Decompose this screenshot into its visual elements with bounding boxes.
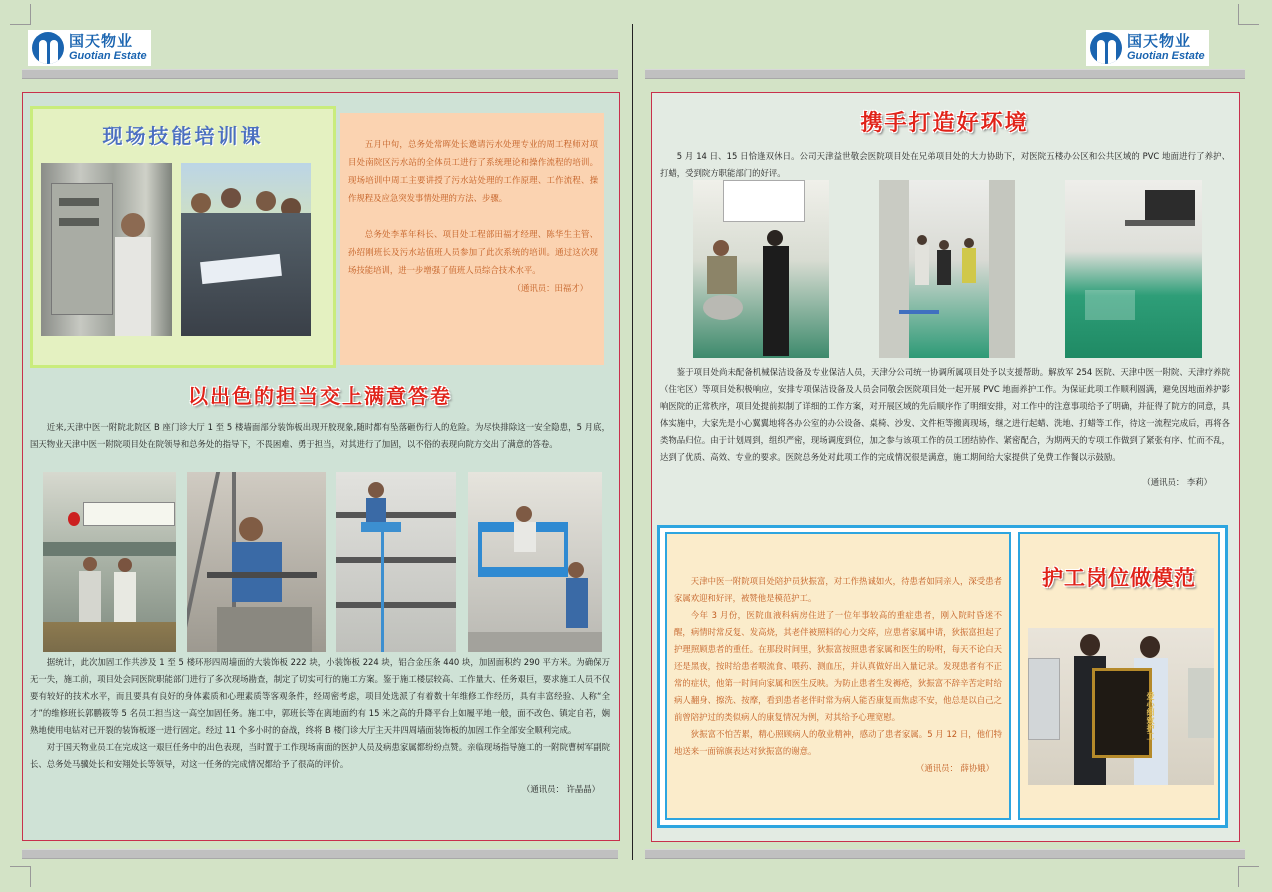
nurse-paragraph-2: 今年 3 月份，医院血液科病房住进了一位年事较高的重症患者，刚入院时昏迷不醒，病情时常反复、发高烧，其老伴被照料的心力交瘁，应患者家属申请，狄振富担起了护理照顾患者的重任。在那段时间里，狄振富按照患者家属和医生的吩咐，每天不论白天还是黑夜，按时给患者喂流食、喂药、测血压，并认真做好出入量记录。发现患者有不正常的症状，他第一时间向家属和医生反映。为防止患者生发褥疮，狄振富不辞辛苦定时给病人翻身、擦洗、按摩，看到患者老伴时常为病人能否康复而焦虑不安，他总是以自己之前曾陪护过的类似病人的康复情况为例，对其给予心理宽慰。 [674,610,1002,722]
page-divider [632,24,633,860]
article-photo-4 [468,472,602,652]
logo-en-text: Guotian Estate [1127,50,1205,62]
env-paragraph-1: 5 月 14 日、15 日恰逢双休日。公司天津益世敬会医院项目处在兄弟项目处的大力协助下，对医院五楼办公区和公共区域的 PVC 地面进行了养护、打蜡，受到院方职能部门的好评。 [660,151,1230,178]
header-bar-right [645,69,1245,79]
env-intro [660,148,1230,182]
article-photo-3 [336,472,456,652]
header-bar-left [22,69,618,79]
crop-mark-bottom-right [1238,866,1259,887]
article-title: 以出色的担当交上满意答卷 [188,384,452,408]
training-text-box [340,113,604,365]
article-photo-1 [43,472,176,652]
training-credit: （通讯员：田福才） [512,283,588,293]
logo-cn-text: 国天物业 [1127,32,1192,50]
training-title: 现场技能培训课 [102,124,264,148]
article-paragraph-2: 据统计，此次加固工作共涉及 1 至 5 楼环形四周墙面的大装饰板 222 块，小装饰板 224 块，铝合金压条 440 块，加固面积约 290 平方米。为确保万无一失，施工前，项目处会同医院职能部门进行了多次现场勘查，制定了切实可行的施工方案。鉴于施工楼层较高、工作量大、任务艰巨，要求施工人员不仅要有较好的技术水平，而且要具有良好的身体素质和心理素质等客观条件，经周密考虑，项目处选派了有着数十年维修工作经历，具有丰富经验、人称“全才”的维修班长郭鹏筱等 5 名员工担当这一高空加固任务。施工中，郭班长等在离地面约有 15 米之高的升降平台上如履平地一般，面不改色、镇定自若，娴熟地使用电钻对已开裂的装饰板逐一进行固定。经过 11 个多小时的奋战，终将 B 楼门诊大厅主天井四周墙面装饰板的加固工作全部安全顺利完成。 [30,657,610,735]
training-paragraph-2: 总务处李革年科长、项目处工程部田福才经理、陈华生主管、孙绍刚班长及污水站值班人员参加了此次系统的培训。通过这次现场技能培训，进一步增强了值班人员综合技术水平。 [348,229,598,275]
company-logo-right [1086,30,1209,66]
nurse-credit: （通讯员： 薛协娥） [915,763,994,773]
nurse-title: 护工岗位做模范 [1042,566,1196,590]
article-body [30,654,610,798]
company-logo-left [28,30,151,66]
logo-en-text: Guotian Estate [69,50,147,62]
crop-mark-top-left [10,4,31,25]
logo-icon [32,32,64,64]
nurse-paragraph-1: 天津中医一附院项目处陪护员狄振富，对工作热诚如火，待患者如同亲人，深受患者家属欢迎和好评，被赞他是模范护工。 [674,576,1002,603]
env-photo-2 [879,180,1015,358]
logo-icon [1090,32,1122,64]
training-photo-2 [181,163,311,336]
env-credit: （通讯员： 李莉） [1142,477,1212,487]
env-paragraph-2: 鉴于项目处尚未配备机械保洁设备及专业保洁人员，天津分公司统一协调所属项目处予以支援帮助。解放军 254 医院、天津中医一附院、天津疗养院（住宅区）等项目处积极响应，安排专项保洁设备及人员会同敬会医院项目处一起开展 PVC 地面养护工作。为保证此项工作顺利圆满，避免因地面养护影响医院的正常秩序，项目处提前拟制了详细的工作方案，对开展区域的先后顺序作了明细安排，对工作中的注意事项给予了明确，并征得了院方的同意，具体实施中，大家先是小心翼翼地将各办公室的办公设备、桌椅、沙发、文件柜等搬离现场，继之进行起蜡、洗地、打蜡等工作，待这一流程完成后，再将各类物品归位。由于计划周到，组织严密，现场调度到位，加之参与该项工作的员工团结协作、紧密配合，为期两天的专项工作做到了紧张有序、忙而不乱，达到了优质、高效、专业的要求。医院总务处对此项工作的完成情况很是满意，施工期间给大家提供了免费工作餐以示鼓励。 [660,367,1230,462]
article-paragraph-1: 近来,天津中医一附院北院区 B 座门诊大厅 1 至 5 楼墙面部分装饰板出现开胶现象,随时都有坠落砸伤行人的危险。为尽快排除这一安全隐患，5 月底，国天物业天津中医一附院项目处在院领导和总务处的指导下，不畏困难、勇于担当，对其进行了加固，以不俗的表现向院方交出了满意的答卷。 [30,422,610,449]
crop-mark-top-right [1238,4,1259,25]
training-photo-1 [41,163,172,336]
env-photo-1 [693,180,829,358]
env-title: 携手打造好环境 [860,111,1029,136]
logo-cn-text: 国天物业 [69,32,134,50]
footer-bar-left [22,849,618,859]
nurse-text [674,573,1002,777]
article-photo-2 [187,472,326,652]
nurse-banner-text: 爱心细致护工 [1146,692,1155,740]
env-body [660,364,1230,491]
article-paragraph-3: 对于国天物业员工在完成这一艰巨任务中的出色表现，当时置于工作现场南面的医护人员及病患家属都纷纷点赞。亲临现场指导施工的一附院曹树军副院长、总务处马骥处长和安翔处长等领导，对这一任务的完成情况都给予了很高的评价。 [30,742,610,769]
crop-mark-bottom-left [10,866,31,887]
article-intro [30,419,610,453]
article-credit: （通讯员： 许晶晶） [521,784,600,794]
env-photo-3 [1065,180,1202,358]
training-paragraph-1: 五月中旬，总务处常晖处长邀请污水处理专业的周工程师对项目处南院区污水站的全体员工进行了系统理论和操作流程的培训。现场培训中周工主要讲授了污水站处理的工作原理、工作流程、操作规程及应急突发事情处理的方法、步骤。 [348,139,598,203]
nurse-photo [1028,628,1214,785]
nurse-paragraph-3: 狄振富不怕苦累，精心照顾病人的敬业精神，感动了患者家属。5 月 12 日，他们特地送来一面锦旗表达对狄振富的谢意。 [674,729,1002,756]
footer-bar-right [645,849,1245,859]
